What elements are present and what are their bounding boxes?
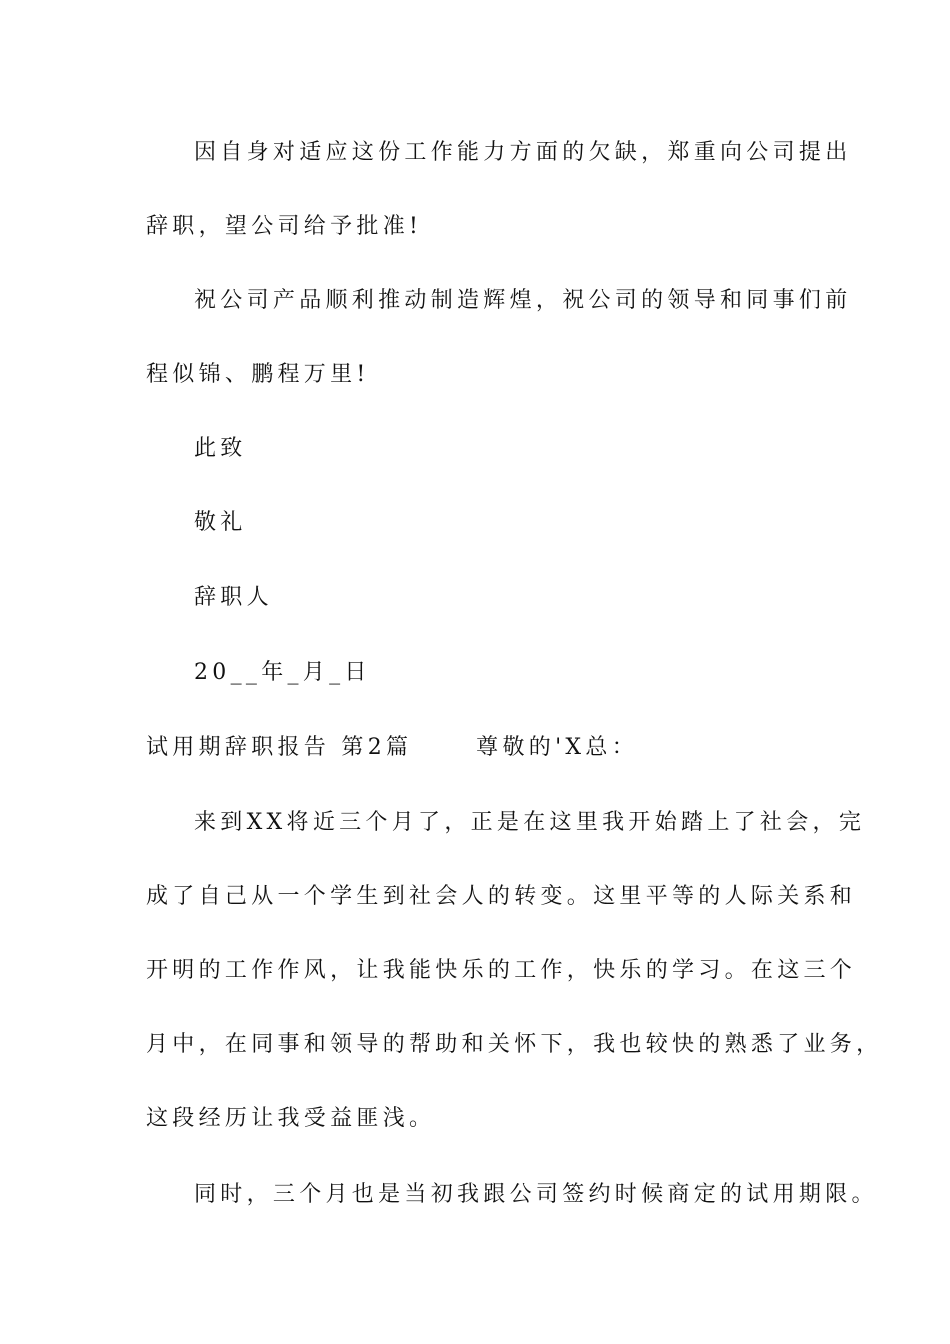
closing-salutation: 此致 [194,436,247,461]
paragraph-line: 程似锦、鹏程万里! [146,362,370,387]
paragraph-line: 来到XX将近三个月了，正是在这里我开始踏上了社会，完 [194,810,866,835]
paragraph-line: 辞职，望公司给予批准! [146,214,423,239]
paragraph-line: 祝公司产品顺利推动制造辉煌，祝公司的领导和同事们前 [194,288,852,313]
paragraph-line: 月中，在同事和领导的帮助和关怀下，我也较快的熟悉了业务， [146,1032,883,1057]
paragraph-line: 开明的工作作风，让我能快乐的工作，快乐的学习。在这三个 [146,958,857,983]
paragraph-line: 这段经历让我受益匪浅。 [146,1106,436,1131]
paragraph-line: 成了自己从一个学生到社会人的转变。这里平等的人际关系和 [146,884,857,909]
closing-regards: 敬礼 [194,510,247,535]
date-line: 20__年_月_日 [194,660,371,685]
paragraph-line: 因自身对适应这份工作能力方面的欠缺，郑重向公司提出 [194,140,852,165]
section-heading: 试用期辞职报告 第2篇 尊敬的'X总： [146,735,638,760]
signature-label: 辞职人 [194,585,273,610]
paragraph-line: 同时，三个月也是当初我跟公司签约时候商定的试用期限。 [194,1182,878,1207]
